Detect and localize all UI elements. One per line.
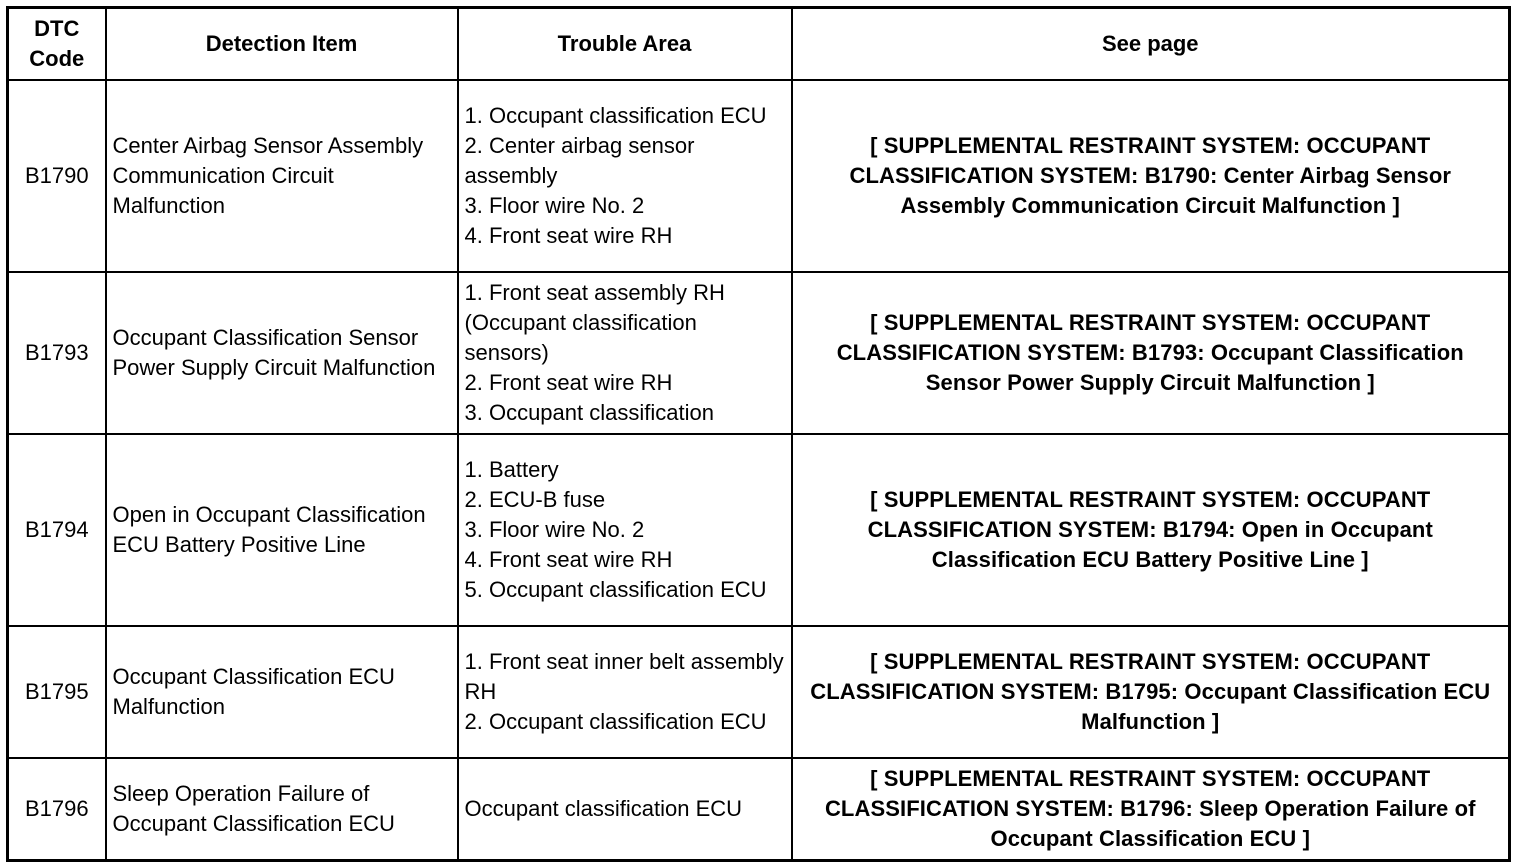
detection-item: Center Airbag Sensor Assembly Communication Circuit Malfunction [106, 80, 458, 272]
trouble-area-item: 1. Occupant classification ECU [464, 103, 767, 128]
trouble-area [458, 272, 792, 434]
trouble-area [458, 80, 792, 272]
see-page-link[interactable]: [ SUPPLEMENTAL RESTRAINT SYSTEM: OCCUPANT CLASSIFICATION SYSTEM: B1794: Open in Occupant Classification ECU Battery Positive Line ] [792, 434, 1510, 626]
trouble-area [458, 758, 792, 861]
dtc-code: B1793 [8, 272, 106, 434]
trouble-area-item: 3. Occupant classification [464, 400, 714, 425]
header-row [8, 8, 1510, 81]
trouble-area-item: 2. Occupant classification ECU [464, 709, 767, 734]
dtc-code: B1795 [8, 626, 106, 758]
dtc-code: B1796 [8, 758, 106, 861]
header-see-page: See page [792, 8, 1510, 81]
trouble-area-item: 1. Battery [464, 457, 559, 482]
see-page-link[interactable]: [ SUPPLEMENTAL RESTRAINT SYSTEM: OCCUPANT CLASSIFICATION SYSTEM: B1793: Occupant Classification Sensor Power Supply Circuit Malfunction ] [792, 272, 1510, 434]
header-trouble-area: Trouble Area [458, 8, 792, 81]
trouble-area-item: 2. Center airbag sensor assembly [464, 133, 695, 188]
table-row [8, 80, 1510, 272]
table-row [8, 626, 1510, 758]
trouble-area-item: 2. Front seat wire RH [464, 370, 673, 395]
dtc-code: B1794 [8, 434, 106, 626]
trouble-area-item: 4. Front seat wire RH [464, 223, 673, 248]
trouble-area-item: 2. ECU-B fuse [464, 487, 606, 512]
trouble-area-item: 1. Front seat assembly RH (Occupant classification sensors) [464, 280, 725, 365]
see-page-link[interactable]: [ SUPPLEMENTAL RESTRAINT SYSTEM: OCCUPANT CLASSIFICATION SYSTEM: B1790: Center Airbag Sensor Assembly Communication Circuit Malfunction ] [792, 80, 1510, 272]
table-row [8, 434, 1510, 626]
trouble-area-item: Occupant classification ECU [464, 796, 743, 821]
detection-item: Sleep Operation Failure of Occupant Classification ECU [106, 758, 458, 861]
trouble-area [458, 626, 792, 758]
see-page-link[interactable]: [ SUPPLEMENTAL RESTRAINT SYSTEM: OCCUPANT CLASSIFICATION SYSTEM: B1796: Sleep Operation Failure of Occupant Classification ECU ] [792, 758, 1510, 861]
trouble-area-item: 4. Front seat wire RH [464, 547, 673, 572]
dtc-code: B1790 [8, 80, 106, 272]
detection-item: Open in Occupant Classification ECU Battery Positive Line [106, 434, 458, 626]
see-page-link[interactable]: [ SUPPLEMENTAL RESTRAINT SYSTEM: OCCUPANT CLASSIFICATION SYSTEM: B1795: Occupant Classification ECU Malfunction ] [792, 626, 1510, 758]
trouble-area-item: 1. Front seat inner belt assembly RH [464, 649, 784, 704]
table-row [8, 272, 1510, 434]
trouble-area-item: 5. Occupant classification ECU [464, 577, 767, 602]
table-row [8, 758, 1510, 861]
trouble-area [458, 434, 792, 626]
detection-item: Occupant Classification ECU Malfunction [106, 626, 458, 758]
trouble-area-item: 3. Floor wire No. 2 [464, 517, 645, 542]
detection-item: Occupant Classification Sensor Power Supply Circuit Malfunction [106, 272, 458, 434]
header-dtc-code: DTC Code [8, 8, 106, 81]
header-detection-item: Detection Item [106, 8, 458, 81]
trouble-area-item: 3. Floor wire No. 2 [464, 193, 645, 218]
dtc-table [6, 6, 1511, 862]
